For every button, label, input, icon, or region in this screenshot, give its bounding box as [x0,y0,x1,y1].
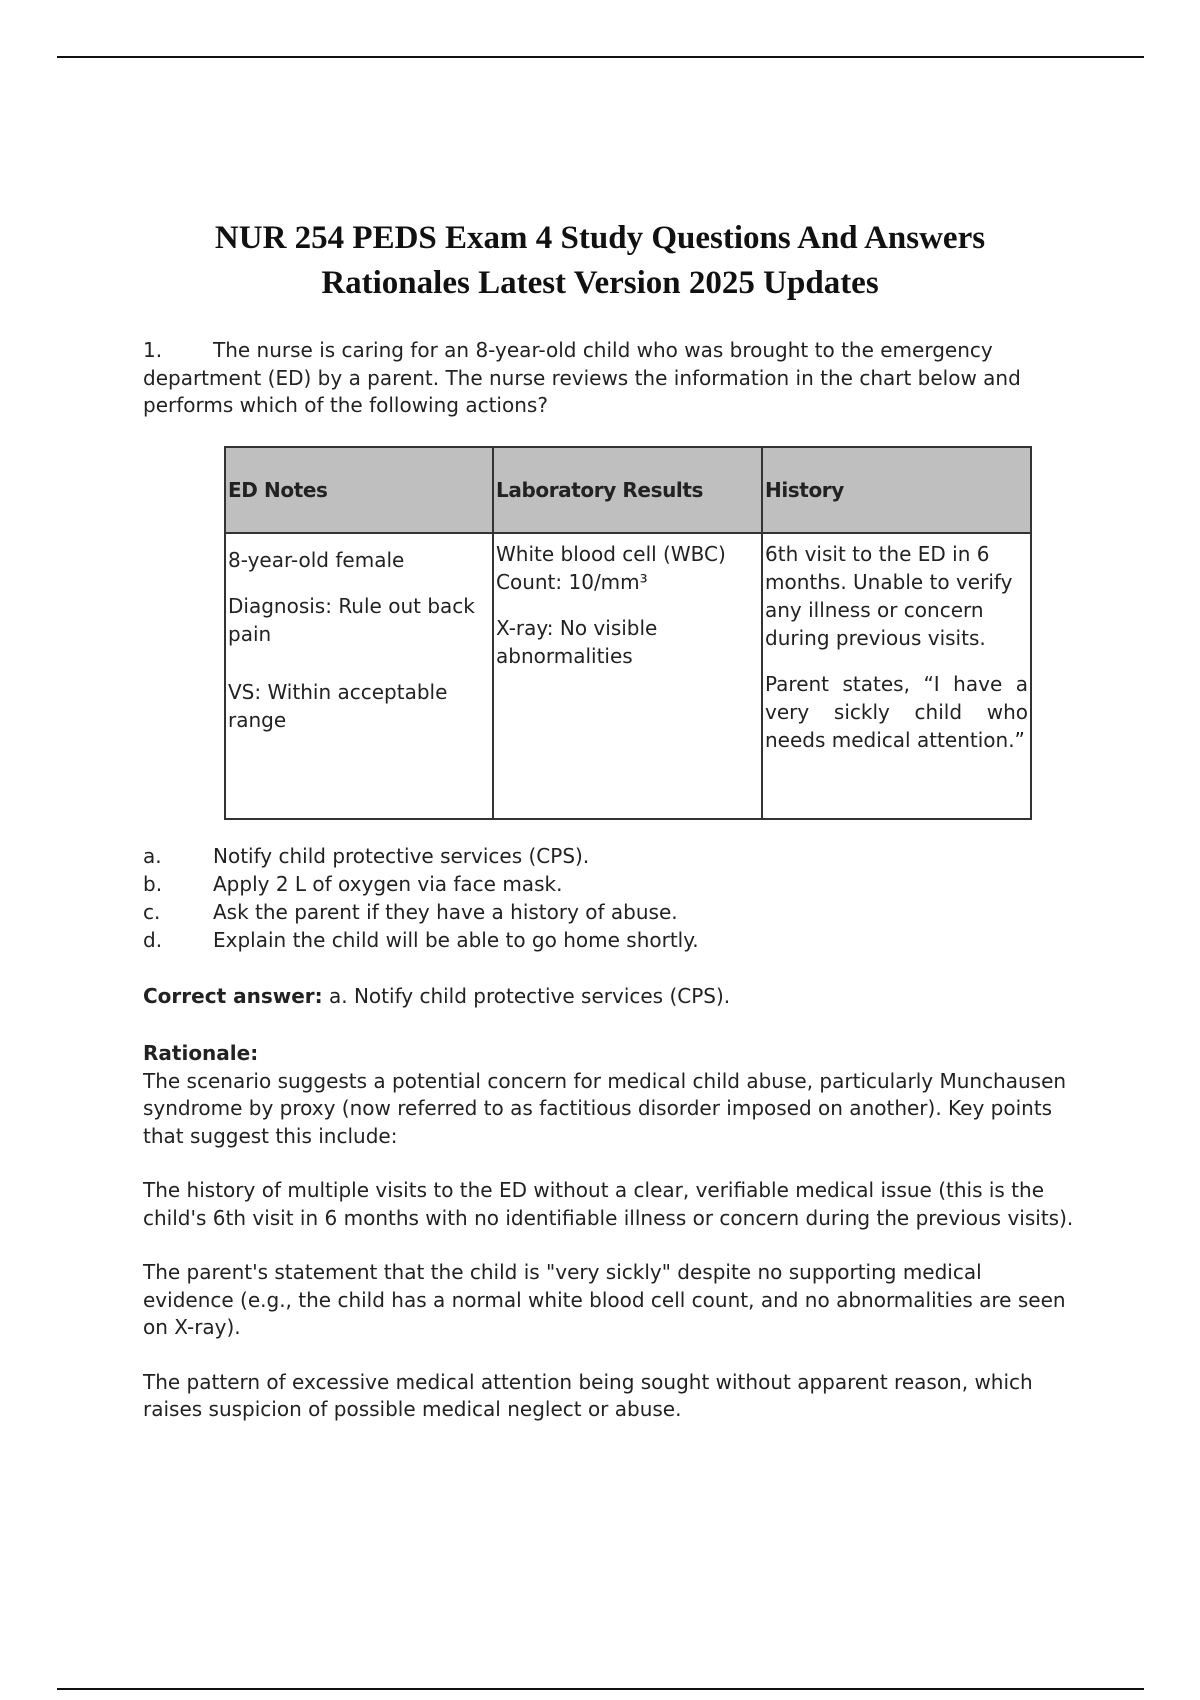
correct-answer-text: a. Notify child protective services (CPS). [329,984,731,1008]
top-rule [57,56,1144,58]
rationale-paragraph: The history of multiple visits to the ED without a clear, verifiable medical issue (this is the child's 6th visit in 6 months with no identifiable illness or concern during the previous visits). [143,1178,1074,1230]
correct-answer-label: Correct answer: [143,984,323,1008]
rationale-paragraph: The pattern of excessive medical attention being sought without apparent reason, which raises suspicion of possible medical neglect or abuse. [143,1369,1033,1421]
question-number: 1. [143,338,163,362]
header-ed-notes: ED Notes [225,447,493,533]
option-text: Notify child protective services (CPS). [213,844,590,868]
question-stem: The nurse is caring for an 8-year-old child who was brought to the emergency department (ED) by a parent. The nurse reviews the information in the chart below and performs which of the following actions? [143,338,1021,417]
question-block [143,337,1063,420]
option-letter: b. [143,872,163,896]
option-letter: c. [143,900,161,924]
cell-lab-results [493,533,762,819]
lab-wbc: White blood cell (WBC) Count: 10/mm³ [496,542,726,594]
option-letter: a. [143,844,162,868]
rationale-heading: Rationale: [143,1041,259,1065]
rationale-paragraph: The parent's statement that the child is "very sickly" despite no supporting medical evidence (e.g., the child has a normal white blood cell count, and no abnormalities are seen on X-ray). [143,1260,1066,1339]
rationale-paragraph: The scenario suggests a potential concern for medical child abuse, particularly Munchausen syndrome by proxy (now referred to as factitious disorder imposed on another). Key points that suggest this include: [143,1068,1067,1148]
bottom-rule [57,1688,1144,1690]
option-b [143,871,1063,899]
document-title [130,216,1070,306]
header-history: History [762,447,1031,533]
rationale-section [143,1040,1078,1451]
answer-options [143,843,1063,955]
option-text: Apply 2 L of oxygen via face mask. [213,872,563,896]
ed-note-diagnosis: Diagnosis: Rule out back pain [228,594,475,646]
title-line-1: NUR 254 PEDS Exam 4 Study Questions And Answers [214,220,986,256]
cell-history [762,533,1031,819]
correct-answer [143,983,1063,1011]
chart-table [224,446,1032,820]
cell-ed-notes [225,533,493,819]
ed-note-age: 8-year-old female [228,548,405,572]
header-laboratory-results: Laboratory Results [493,447,762,533]
option-c [143,899,1063,927]
chart-header-row [225,447,1031,533]
chart-body-row [225,533,1031,819]
option-a [143,843,1063,871]
ed-note-vitals: VS: Within acceptable range [228,680,448,732]
option-text: Explain the child will be able to go home shortly. [213,928,699,952]
history-visits: 6th visit to the ED in 6 months. Unable to verify any illness or concern during previous visits. [765,542,1013,650]
option-letter: d. [143,928,163,952]
option-d [143,927,1063,955]
lab-xray: X-ray: No visible abnormalities [496,616,658,668]
option-text: Ask the parent if they have a history of abuse. [213,900,678,924]
history-parent-statement: Parent states, “I have a very sickly child who needs medical attention.” [765,672,1028,752]
title-line-2: Rationales Latest Version 2025 Updates [321,265,879,301]
